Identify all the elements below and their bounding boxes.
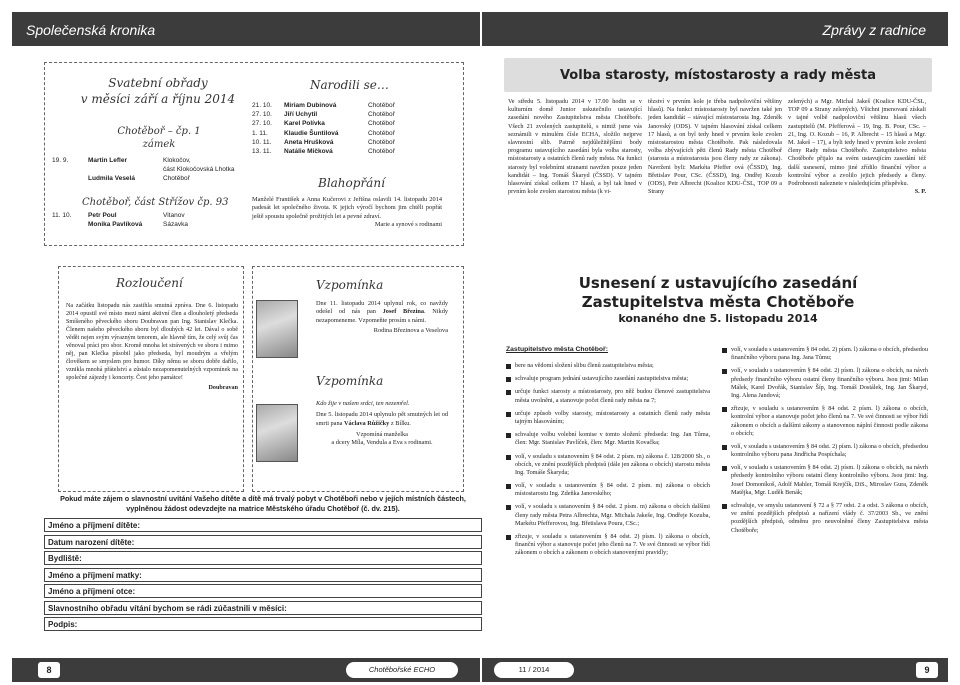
memory2-text	[316, 400, 448, 447]
resolution-title	[504, 274, 932, 325]
resolution-item	[506, 482, 710, 498]
birth-name: Klaudie Šuntilová	[284, 129, 339, 137]
right-header-bar	[482, 12, 948, 46]
congrats-body: Manželé František a Anna Kučerovi z Jeřišna oslavili 14. listopadu 2014 padesát let společného života. K jejich výročí bychom jim chtěli popřát ještě spoustu společně prožitých let a pevné zdraví.	[252, 196, 442, 220]
election-col-2: tězství v prvním kole je třeba nadpoloviční většiny hlasů). Na funkci místostarosty byl navržen také jen jeden kandidát – stávající místostarosta Ing. Zdeněk Janovský (ODS). V tajném hlasování získal celkem 17 hlasů, a on byl tedy hned v prvním kole zvolen místostarostou města Chotěboře. Pak následovala volba zbývajících pěti členů Rady města Chotěboř (starosta a místostarosta jsou členy rady ze zákona). Navrženi byli: Markéta Pfeffer ová (ČSSD), Ing. Břetislav Pour, CSc. (ČSSD), Ing. Ondřej Kozub (ODS), Petr Albrecht (Koalice KDU-ČSL, TOP 09 a Strany	[648, 98, 782, 196]
issue-number: 11 / 2014	[518, 665, 550, 674]
wedding-groom-city: Vitanov	[163, 212, 185, 219]
form-field-row[interactable]: Bydliště:	[44, 551, 482, 565]
birth-city: Chotěboř	[368, 120, 395, 128]
wedding-date: 19. 9.	[52, 157, 69, 164]
election-col-3	[788, 98, 926, 196]
resolution-item	[506, 453, 710, 478]
wedding-bride: Monika Pavlíková	[88, 221, 143, 229]
resolution-item	[506, 362, 710, 370]
farewell-sign: Doubravan	[208, 385, 238, 392]
welcome-form-intro: Pokud máte zájem o slavnostní uvítání Vašeho dítěte a dítě má trvalý pobyt v Chotěboři nebo v jejích místních částech, vyplněnou žádost odevzdejte na matrice Městského úřadu Chotěboř (č. dv. 215).	[60, 494, 466, 513]
memory2-sign2: a dcery Míla, Vendula a Eva s rodinami.	[331, 439, 433, 447]
resolution-item-text: schvaluje, ve smyslu ustanovení § 72 a § 77 odst. 2 a odst. 3 zákona o obcích, ve znění pozdějších předpisů a nařízení vlády č. 37/2003 Sb., ve znění pozdějších předpisů, odměnu pro neuvolněné členy Zastupitelstva města Chotěboře;	[731, 502, 928, 534]
resolution-item	[506, 503, 710, 528]
bullet-square-icon	[722, 466, 727, 471]
memory1-text	[316, 300, 448, 335]
resolution-subtitle: konaného dne 5. listopadu 2014	[618, 311, 818, 325]
magazine-name: Chotěbořské ECHO	[368, 665, 436, 674]
election-col-1: Ve středu 5. listopadu 2014 v 17.00 hodin se v kulturním domě Junior uskutečnilo ustavující zasedání nového Zastupitelstva města Chotěboře. Všech 21 zvolených zastupitelů, s nimiž jsme vás seznámili v minulém čísle ECHA, složilo nejprve slavnostní slib. Patrně nejdůležitějšími body programu ustavujícího zasedání byla volba starosty, místostarosty a ostatních členů rady města. Na funkci starosty byl volebními stranami navržen pouze jeden kandidát – Ing. Tomáš Škaryd (ČSSD). V tajném hlasování získal celkem 17 hlasů, a byl tak hned v prvním kole zvolen starostou města (k vi-	[508, 98, 642, 196]
wedding-entry-1	[52, 157, 235, 183]
wedding-groom-city2: část Klokočovská Lhotka	[163, 165, 235, 173]
farewell-body: Na začátku listopadu nás zastihla smutná zpráva. Dne 6. listopadu 2014 opustil své místo mezi námi aktivní člen a dlouholetý předseda Smíšeného pěveckého sboru Doubravan pan Ing. Stanislav Klečka. Členem našeho pěveckého sboru byl dlouhých 42 let. Dával o sobě vědět nejen svým výrazným tenorem, ale hlavně tím, že celý svůj čas věnoval práci pro sbor. Kromě mnoha let strávených ve sboru i mimo něj, pan Klečka působil jako předseda, byl moudrým a vřelým člověkem se smyslem pro humor. Díky němu se sboru dobře dařilo, vznikla mnohá přátelství a zůstalo nezapomenutelných vzpomínek na společné zájezdy i koncerty. Čest jeho památce!	[66, 303, 238, 382]
resolution-item	[722, 502, 928, 535]
resolution-item-text: volí, v souladu s ustanovením § 84 odst. 2 písm. m) zákona o obcích místostarostu Ing. Zdeňka Janovského;	[515, 482, 710, 498]
birth-entry	[252, 101, 395, 110]
birth-name: Miriam Dubinová	[284, 102, 337, 109]
left-header-title: Společenská kronika	[26, 22, 156, 38]
birth-date: 1. 11.	[252, 129, 268, 137]
wedding-title-line2: v měsíci září a říjnu 2014	[80, 91, 236, 106]
resolution-item-text: volí, v souladu s ustanovením § 84 odst. 2 písm. m) zákona o obcích dalšími členy rady města Petra Albrechta, Mgr. Michala Jakeše, Ing. Ondřeje Kozuba, Markétu Pfefferovou, Ing. Břetislava Poura, CSc.;	[515, 503, 710, 527]
memory1-text-a: Dne 11. listopadu 2014 uplynul rok, co navždy odešel od nás pan	[316, 300, 448, 316]
bullet-square-icon	[722, 445, 727, 450]
resolution-item-text: zřizuje, v souladu s ustanovením § 84 odst. 2) písm. l) zákona o obcích, finanční výbor a stanovuje počet jeho členů na 7. Ve své činnosti se výbor řídí zákonem o obcích a zákonem o obcích stanovenými pravidly;	[515, 533, 710, 557]
wedding-bride: Ludmila Veselá	[88, 174, 135, 182]
wedding-place2: Chotěboř, část Střížov čp. 93	[82, 197, 229, 208]
birth-date: 21. 10.	[252, 102, 272, 109]
right-header-title: Zprávy z radnice	[822, 22, 926, 38]
memory2-title: Vzpomínka	[316, 374, 384, 388]
resolution-item	[506, 388, 710, 404]
memory2-sign1: Vzpomíná manželka	[356, 430, 408, 438]
congrats-sign: Marie a synové s rodinami	[374, 220, 442, 228]
bullet-square-icon	[506, 433, 511, 438]
resolution-item-text: volí, v souladu s ustanovením § 84 odst. 2) písm. l) zákona o obcích, předsedou finančního výboru pana Ing. Jana Tůmu;	[731, 346, 928, 362]
birth-name: Jiří Uchytil	[284, 111, 318, 119]
form-field-row[interactable]: Jméno a příjmení dítěte:	[44, 518, 482, 532]
resolution-item	[722, 464, 928, 497]
bullet-square-icon	[722, 407, 727, 412]
resolution-title-line1: Usnesení z ustavujícího zasedání	[578, 274, 858, 292]
wedding-groom-city: Klokočov,	[163, 157, 191, 164]
resolution-item-text: určuje způsob volby starosty, místostarosty a ostatních členů rady města tajným hlasováním;	[515, 409, 710, 425]
bullet-square-icon	[722, 348, 727, 353]
resolution-title-line2: Zastupitelstva města Chotěboře	[581, 292, 855, 311]
resolution-item-text: volí, v souladu s ustanovením § 84 odst. 2) písm. l) zákona o obcích, předsedou kontrolního výboru pana Jindřicha Pospíchala;	[731, 442, 928, 459]
wedding-bride-city: Sázavka	[163, 221, 188, 229]
wedding-place1-line2: zámek	[142, 139, 176, 151]
bullet-square-icon	[722, 369, 727, 374]
birth-city: Chotěboř	[368, 111, 395, 119]
wedding-bride-city: Chotěboř	[163, 174, 190, 182]
magazine-name-tab	[346, 662, 458, 678]
wedding-entry-2	[52, 211, 188, 229]
birth-date: 27. 10.	[252, 120, 272, 128]
birth-name: Aneta Hrušková	[284, 138, 334, 146]
wedding-title	[78, 76, 238, 108]
form-field-row[interactable]: Podpis:	[44, 617, 482, 631]
bullet-square-icon	[506, 535, 511, 540]
birth-entry	[252, 119, 395, 128]
birth-entry	[252, 147, 395, 156]
birth-city: Chotěboř	[368, 102, 395, 109]
form-field-row[interactable]: Jméno a příjmení otce:	[44, 584, 482, 598]
resolution-item	[722, 367, 928, 400]
birth-entry	[252, 129, 395, 138]
resolution-item	[722, 405, 928, 438]
birth-date: 10. 11.	[252, 138, 272, 146]
resolution-item-text: volí, v souladu s ustanovením § 84 odst. 2) písm. l) zákona o obcích, na návrh předsedy finančního výboru ostatní členy finančního výboru. Jsou jimi: Milan Málek, Karel Dvořák, Stanislav Šíp, Ing. Tomáš Dostálek, Ing. Jan Škaryd, Ing. Alena Jandová;	[731, 367, 928, 399]
resolution-item-text: schvaluje program jednání ustavujícího zasedání zastupitelstva města;	[515, 375, 689, 383]
memory1-title: Vzpomínka	[316, 278, 384, 292]
bullet-square-icon	[722, 504, 727, 509]
page-number-left: 8	[38, 662, 60, 678]
birth-date: 27. 10.	[252, 111, 272, 119]
resolution-item	[506, 410, 710, 426]
births-list	[252, 101, 395, 156]
form-field-row[interactable]: Jméno a příjmení matky:	[44, 568, 482, 582]
wedding-title-line1: Svatební obřady	[108, 76, 208, 90]
wedding-groom: Martin Lefler	[88, 157, 128, 164]
wedding-date: 11. 10.	[52, 212, 72, 219]
memory1-name: Josef Březina	[382, 308, 424, 316]
wedding-place1	[104, 125, 214, 151]
bullet-square-icon	[506, 377, 511, 382]
form-field-row[interactable]: Datum narození dítěte:	[44, 535, 482, 549]
resolution-item	[506, 533, 710, 558]
resolution-item-text: volí, v souladu s ustanovením § 84 odst. 2 písm. m) zákona č. 128/2000 Sb., o obcích, ve znění pozdějších předpisů (dále jen zákona o obcích) starostu města Ing. Tomáše Škaryda;	[515, 452, 710, 476]
birth-date: 13. 11.	[252, 148, 272, 156]
resolution-item-text: volí, v souladu s ustanovením § 84 odst. 2) písm. l) zákona o obcích, na návrh předsedy kontrolního výboru ostatní členy kontrolního výboru. Jsou jimi: Ing. Josef Domoníkoš, Adolf Mahler, Tomáš Krejčík, DiS., Miroslav Gura, Zdeněk Matějka, Mgr. Luděk Benák;	[731, 464, 928, 496]
birth-name: Natálie Mičková	[284, 148, 333, 156]
left-header-bar	[12, 12, 480, 46]
bullet-square-icon	[506, 390, 511, 395]
portrait-photo-1	[256, 300, 298, 358]
births-title: Narodili se…	[310, 78, 389, 92]
wedding-place1-line1: Chotěboř – čp. 1	[117, 126, 201, 137]
resolution-item	[506, 375, 710, 383]
bullet-square-icon	[506, 364, 511, 369]
memory2-text-b: z Bílku.	[389, 419, 411, 427]
election-title: Volba starosty, místostarosty a rady města	[559, 68, 877, 83]
memory2-quote: Kdo žije v našem srdci, ten nezemřel.	[316, 400, 410, 407]
resolution-item	[506, 431, 710, 447]
resolution-right-col	[722, 346, 928, 540]
birth-city: Chotěboř	[368, 129, 395, 137]
resolution-left-col	[506, 362, 710, 563]
wedding-groom: Petr Poul	[88, 212, 117, 219]
birth-city: Chotěboř	[368, 148, 395, 156]
bullet-square-icon	[506, 412, 511, 417]
memory1-text-b: . Nikdy nezapomeneme. Vzpomeňte prosím s námi.	[316, 308, 448, 324]
resolution-item-text: zřizuje, v souladu s ustanovením § 84 odst. 2 písm. l) zákona o obcích, kontrolní výbor a stanovuje počet jeho členů na 7. Ve své činnosti se výbor řídí zákonem o obcích a dalšími zákony a stanovenou náplní činnosti podle zákona o obcích;	[731, 405, 928, 437]
resolution-item-text: určuje funkci starosty a místostarosty, pro něž budou členové zastupitelstva města uvolněni, a stanovuje počet členů rady města na 7;	[515, 388, 710, 404]
bullet-square-icon	[506, 484, 511, 489]
bullet-square-icon	[506, 455, 511, 460]
farewell-title: Rozloučení	[116, 276, 183, 290]
election-col3-text: zelených) a Mgr. Michal Jakeš (Koalice KDU-ČSL, TOP 09 a Strany zelených). Všichni jmenovaní získali v tajné volbě nadpoloviční většinu hlasů všech zastupitelů (M. Pfefferová – 19, Ing. B. Pour, CSc. – 21, Ing. O. Kozub – 16, P. Albrecht – 15 hlasů a Mgr. M. Jakeš – 17), a byli tedy hned v prvním kole zvoleni členy Rady města Chotěboře. Zastupitelstvo města Chotěboře přijalo na svém ustavujícím zasedání též další usnesení, mimo jiné zřídilo finanční výbor a kontrolní výbor a zvolilo jejich předsedy a členy. Podrobnosti naleznete v následujícím příspěvku.	[788, 98, 926, 187]
bullet-square-icon	[506, 505, 511, 510]
resolution-item-text: bere na vědomí složení slibu členů zastupitelstva města;	[515, 362, 654, 369]
farewell-text	[66, 302, 238, 392]
issue-tab	[494, 662, 574, 678]
resolution-item	[722, 443, 928, 459]
resolution-item	[722, 346, 928, 362]
resolution-heading: Zastupitelstvo města Chotěboř:	[506, 346, 608, 353]
form-field-row[interactable]: Slavnostního obřadu vítání bychom se rádi zúčastnili v měsíci:	[44, 601, 482, 615]
congrats-text	[252, 196, 442, 229]
birth-name: Karel Polívka	[284, 120, 325, 128]
memory1-sign: Rodina Březinova a Veselova	[373, 326, 448, 334]
election-sign: S. P.	[914, 188, 926, 196]
congrats-title: Blahopřání	[318, 176, 385, 190]
memory2-text-a: Dne 5. listopadu 2014 uplynulo pět smutných let od smrti pana	[316, 411, 448, 427]
birth-city: Chotěboř	[368, 138, 395, 146]
birth-entry	[252, 138, 395, 147]
portrait-photo-2	[256, 404, 298, 462]
resolution-item-text: schvaluje volbu volební komise v tomto složení: předseda: Ing. Jan Tůma, člen: Mgr. Stanislav Pavlíček, člen: Mgr. Martin Kovačka;	[515, 431, 710, 447]
birth-entry	[252, 110, 395, 119]
memory2-name: Václava Růžičky	[343, 419, 390, 427]
page-number-right: 9	[916, 662, 938, 678]
